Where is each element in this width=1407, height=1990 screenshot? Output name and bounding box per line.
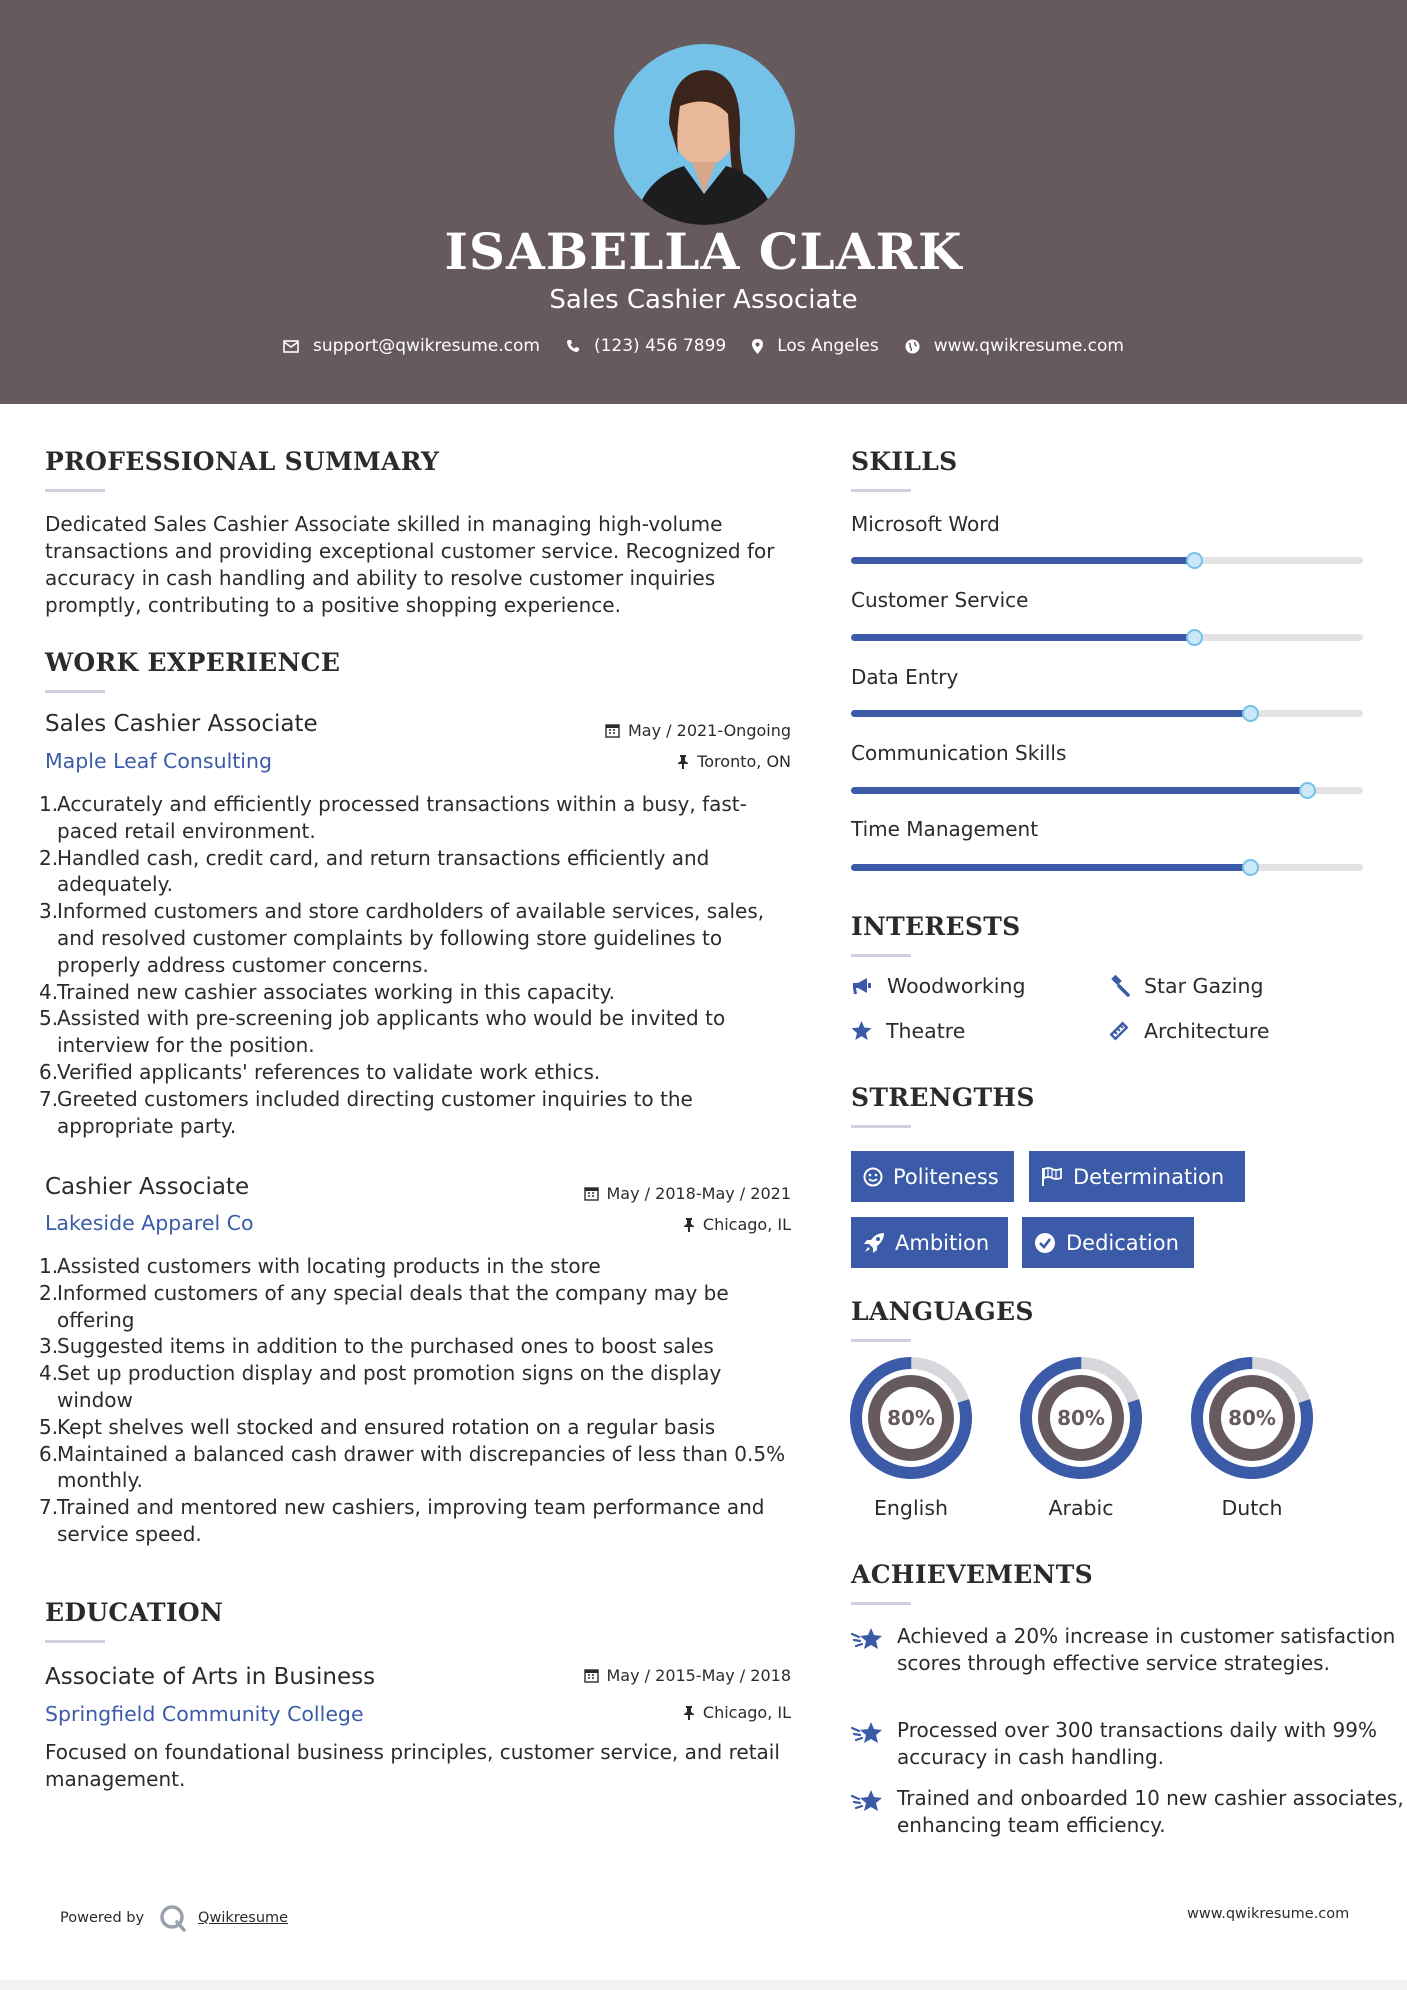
education-date-text: May / 2015-May / 2018 <box>606 1666 791 1685</box>
profile-photo <box>614 44 795 225</box>
section-divider <box>45 1640 105 1643</box>
gavel-icon <box>1108 975 1130 997</box>
job-title: Cashier Associate <box>45 1174 250 1200</box>
smile-icon <box>863 1167 883 1187</box>
skill-name: Customer Service <box>851 588 1029 612</box>
contact-website[interactable] <box>905 336 1124 356</box>
skill-bar-fill <box>851 710 1250 717</box>
skill-bar-knob <box>1242 705 1259 722</box>
star-icon <box>851 1021 872 1041</box>
list-item: 6. Maintained a balanced cash drawer with discrepancies of less than 0.5% monthly. <box>39 1441 786 1493</box>
achievement-text: Achieved a 20% increase in customer satisfaction scores through effective service strategies. <box>897 1624 1396 1675</box>
strength-label: Dedication <box>1066 1230 1179 1255</box>
skill-name: Microsoft Word <box>851 512 1000 536</box>
contact-phone-text: (123) 456 7899 <box>593 336 727 356</box>
calendar-icon <box>605 723 620 738</box>
check-circle-icon <box>1034 1232 1056 1254</box>
qwikresume-link[interactable]: Qwikresume <box>198 1910 289 1926</box>
skill-bar-knob <box>1186 629 1203 646</box>
globe-icon <box>905 339 920 354</box>
job-location <box>480 1215 791 1234</box>
skill-bar-knob <box>1299 782 1316 799</box>
section-divider <box>851 1125 911 1128</box>
footer-powered-by <box>60 1903 288 1933</box>
candidate-name: ISABELLA CLARK <box>444 222 963 281</box>
language-ring <box>850 1357 972 1479</box>
candidate-title: Sales Cashier Associate <box>549 285 858 315</box>
calendar-icon <box>584 1668 599 1683</box>
education-heading: EDUCATION <box>45 1598 224 1627</box>
strength-label: Politeness <box>893 1164 999 1189</box>
achievement-item <box>851 1623 1407 1677</box>
skill-bar-fill <box>851 634 1194 641</box>
languages-heading: LANGUAGES <box>851 1297 1034 1326</box>
job-bullets <box>39 791 799 1139</box>
ruler-pencil-icon <box>1108 1020 1130 1042</box>
contact-website-text: www.qwikresume.com <box>933 336 1124 356</box>
powered-by-text: Powered by <box>60 1910 145 1926</box>
job-bullets <box>39 1253 799 1548</box>
school-name[interactable]: Springfield Community College <box>45 1702 364 1726</box>
list-item: 5. Kept shelves well stocked and ensured rotation on a regular basis <box>39 1414 716 1439</box>
interest-item <box>1108 974 1263 998</box>
contact-location-text: Los Angeles <box>777 336 879 356</box>
list-item: 2. Informed customers of any special deals that the company may be offering <box>39 1280 729 1332</box>
calendar-icon <box>584 1186 599 1201</box>
section-divider <box>851 1339 911 1342</box>
education-date <box>480 1666 791 1685</box>
achievement-text: Trained and onboarded 10 new cashier associates, enhancing team efficiency. <box>897 1786 1404 1837</box>
job-date <box>480 1184 791 1203</box>
interest-item <box>1108 1019 1270 1043</box>
summary-text: Dedicated Sales Cashier Associate skilled in managing high-volume transactions and providing exceptional customer service. Recognized for accuracy in cash handling and ability to resolve customer inquiries promptly, contributing to a positive shopping experience. <box>45 512 775 617</box>
pin-icon <box>683 1217 695 1232</box>
list-item: 5. Assisted with pre-screening job applicants who would be invited to interview for the position. <box>39 1006 726 1058</box>
interest-item <box>851 1019 965 1043</box>
contact-location <box>752 336 879 356</box>
language-name: English <box>873 1496 949 1520</box>
list-item: 3. Suggested items in addition to the purchased ones to boost sales <box>39 1334 714 1359</box>
language-percent: 80% <box>1057 1406 1105 1430</box>
company-name[interactable]: Lakeside Apparel Co <box>45 1211 254 1235</box>
section-divider <box>45 690 105 693</box>
envelope-icon <box>283 340 299 353</box>
list-item: 7. Greeted customers included directing customer inquiries to the appropriate party. <box>39 1086 693 1138</box>
language-percent: 80% <box>1228 1406 1276 1430</box>
language-ring <box>1191 1357 1313 1479</box>
contact-bar <box>0 336 1407 356</box>
pin-icon <box>683 1705 695 1720</box>
megaphone-icon <box>851 976 873 996</box>
strength-label: Determination <box>1073 1164 1225 1189</box>
location-pin-icon <box>752 339 763 354</box>
skill-name: Time Management <box>851 817 1039 841</box>
interest-item <box>851 974 1025 998</box>
education-description: Focused on foundational business principles, customer service, and retail management. <box>45 1740 780 1791</box>
skill-bar <box>851 710 1363 717</box>
shooting-star-icon <box>851 1787 885 1815</box>
interest-label: Star Gazing <box>1144 974 1264 998</box>
interest-label: Theatre <box>886 1019 966 1043</box>
list-item: 2. Handled cash, credit card, and return transactions efficiently and adequately. <box>39 845 710 897</box>
resume-header <box>0 0 1407 404</box>
contact-email[interactable] <box>283 336 540 356</box>
language-ring <box>1020 1357 1142 1479</box>
list-item: 4. Set up production display and post promotion signs on the display window <box>39 1361 722 1412</box>
language-percent: 80% <box>887 1406 935 1430</box>
experience-heading: WORK EXPERIENCE <box>45 648 341 677</box>
achievements-heading: ACHIEVEMENTS <box>851 1560 1093 1589</box>
contact-email-text: support@qwikresume.com <box>313 336 540 356</box>
job-location-text: Chicago, IL <box>702 1215 791 1234</box>
strength-badge <box>851 1217 1008 1268</box>
language-name: Arabic <box>1048 1496 1114 1520</box>
list-item: 1. Assisted customers with locating products in the store <box>39 1254 601 1278</box>
strengths-heading: STRENGTHS <box>851 1083 1035 1112</box>
list-item: 6. Verified applicants' references to validate work ethics. <box>39 1059 601 1084</box>
education-location <box>480 1703 791 1722</box>
job-title: Sales Cashier Associate <box>45 711 318 737</box>
skill-bar <box>851 634 1363 641</box>
skill-bar-fill <box>851 557 1194 564</box>
qwikresume-logo-icon <box>158 1903 188 1933</box>
section-divider <box>851 954 911 957</box>
section-divider <box>45 489 105 492</box>
strength-label: Ambition <box>895 1230 990 1255</box>
footer-website[interactable]: www.qwikresume.com <box>1187 1906 1350 1922</box>
skill-bar-knob <box>1186 552 1203 569</box>
list-item: 1. Accurately and efficiently processed transactions within a busy, fast-paced retail environment. <box>39 792 747 843</box>
summary-heading: PROFESSIONAL SUMMARY <box>45 447 440 476</box>
degree-title: Associate of Arts in Business <box>45 1664 376 1690</box>
achievement-item <box>851 1717 1407 1771</box>
page-bottom-bar <box>0 1980 1407 1990</box>
list-item: 7. Trained and mentored new cashiers, improving team performance and service speed. <box>39 1495 765 1546</box>
education-location-text: Chicago, IL <box>702 1703 791 1722</box>
section-divider <box>851 1602 911 1605</box>
achievement-item <box>851 1785 1407 1839</box>
shooting-star-icon <box>851 1719 885 1747</box>
contact-phone[interactable] <box>566 336 726 356</box>
interest-label: Architecture <box>1144 1019 1270 1043</box>
achievement-text: Processed over 300 transactions daily with 99% accuracy in cash handling. <box>897 1718 1377 1769</box>
pin-icon <box>677 754 689 769</box>
shooting-star-icon <box>851 1625 885 1653</box>
skill-bar-knob <box>1242 859 1259 876</box>
flag-icon <box>1041 1167 1063 1187</box>
company-name[interactable]: Maple Leaf Consulting <box>45 749 273 773</box>
strength-badge <box>1029 1151 1245 1202</box>
skills-heading: SKILLS <box>851 447 958 476</box>
skill-name: Data Entry <box>851 665 959 689</box>
skill-bar <box>851 557 1363 564</box>
strength-badge <box>851 1151 1014 1202</box>
skill-bar <box>851 787 1363 794</box>
strength-badge <box>1022 1217 1194 1268</box>
job-location <box>480 752 791 771</box>
skill-bar-fill <box>851 864 1250 871</box>
phone-icon <box>566 339 580 353</box>
skill-name: Communication Skills <box>851 741 1067 765</box>
section-divider <box>851 489 911 492</box>
job-date <box>480 721 791 740</box>
interest-label: Woodworking <box>887 974 1026 998</box>
list-item: 4. Trained new cashier associates working in this capacity. <box>39 979 615 1004</box>
job-date-text: May / 2018-May / 2021 <box>606 1184 791 1203</box>
skill-bar <box>851 864 1363 871</box>
interests-heading: INTERESTS <box>851 912 1021 941</box>
skill-bar-fill <box>851 787 1307 794</box>
job-location-text: Toronto, ON <box>697 752 791 771</box>
language-name: Dutch <box>1221 1496 1283 1520</box>
job-date-text: May / 2021-Ongoing <box>628 721 791 740</box>
list-item: 3. Informed customers and store cardholders of available services, sales, and resolved customer complaints by following store guidelines to properly address customer concerns. <box>39 899 765 977</box>
rocket-icon <box>863 1232 885 1254</box>
